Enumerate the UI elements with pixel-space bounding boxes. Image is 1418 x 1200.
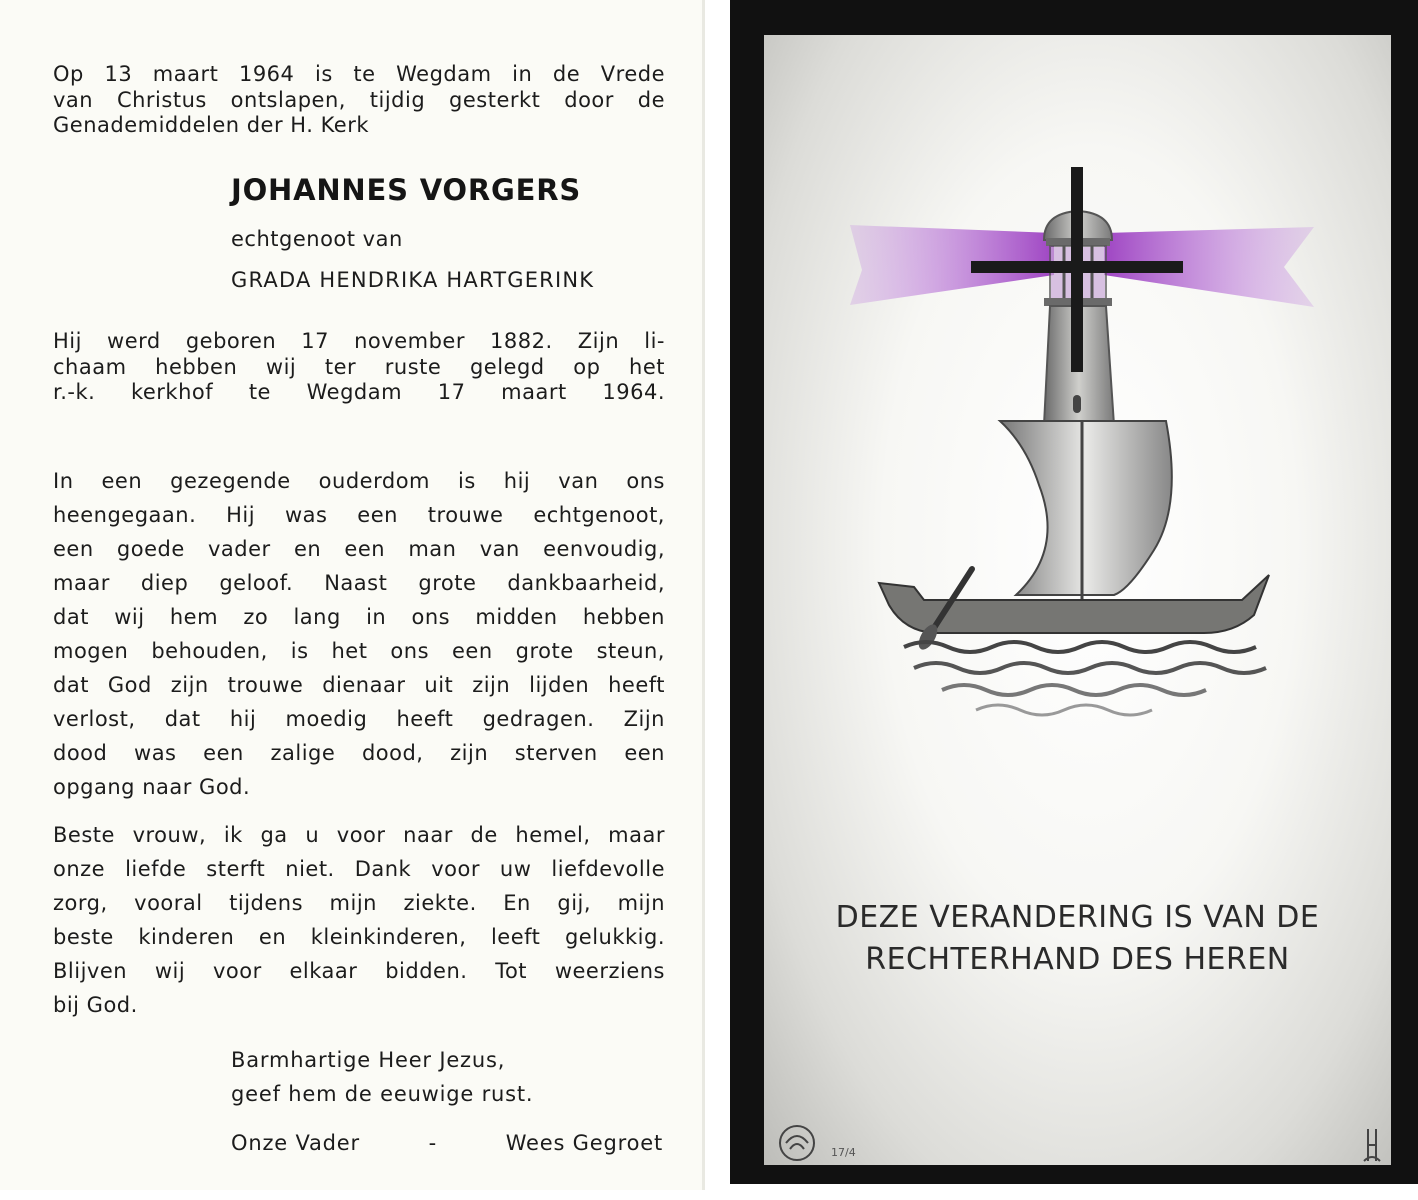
farewell-paragraph [53,818,665,1022]
tribute-line: dood was een zalige dood, zijn sterven een [53,741,665,765]
spouse-label: echtgenoot van [231,227,403,251]
tribute-line: In een gezegende ouderdom is hij van ons [53,469,665,493]
prayer-line: Barmhartige Heer Jezus, [231,1048,506,1072]
publisher-logo-icon [780,1126,814,1160]
tribute-line: maar diep geloof. Naast grote dankbaarheid, [53,571,665,595]
tribute-line: dat God zijn trouwe dienaar uit zijn lijden heeft [53,673,665,697]
birth-burial-text [53,329,665,406]
intro-line: Op 13 maart 1964 is te Wegdam in de Vrede [53,62,665,86]
farewell-line: zorg, vooral tijdens mijn ziekte. En gij, mijn [53,891,665,915]
deceased-name: JOHANNES VORGERS [231,173,582,207]
birth-line: chaam hebben wij ter ruste gelegd op het [53,354,665,379]
farewell-line: Beste vrouw, ik ga u voor naar de hemel, maar [53,823,665,847]
tribute-line: dat wij hem zo lang in ons midden hebben [53,605,665,629]
text-card [0,0,705,1190]
tribute-line: mogen behouden, is het ons een grote steun, [53,639,665,663]
farewell-line: onze liefde sterft niet. Dank voor uw liefdevolle [53,857,665,881]
tribute-paragraph [53,464,665,804]
motto-line: DEZE VERANDERING IS VAN DE [835,900,1320,935]
motto-line: RECHTERHAND DES HEREN [865,942,1290,977]
prayer-line: geef hem de eeuwige rust. [231,1082,534,1106]
closing-dash: - [428,1131,438,1155]
tribute-line: verlost, dat hij moedig heeft gedragen. Zijn [53,707,665,731]
birth-line: r.-k. kerkhof te Wegdam 17 maart 1964. [53,380,665,404]
farewell-line: Blijven wij voor elkaar bidden. Tot weerziens [53,959,665,983]
intro-text [53,62,665,139]
birth-line: Hij werd geboren 17 november 1882. Zijn li- [53,329,665,353]
spouse-name: GRADA HENDRIKA HARTGERINK [231,268,595,292]
tribute-line: een goede vader en een man van eenvoudig, [53,537,665,561]
lighthouse-cross-ship-icon [764,35,1391,1165]
print-code: 17/4 [831,1146,856,1159]
farewell-line: bij God. [53,993,138,1017]
tribute-line: opgang naar God. [53,775,251,799]
closing-left: Onze Vader [231,1131,360,1155]
intro-line: Genademiddelen der H. Kerk [53,113,370,137]
farewell-line: beste kinderen en kleinkinderen, leeft gelukkig. [53,925,665,949]
intro-line: van Christus ontslapen, tijdig gesterkt door de [53,87,665,112]
closing-right: Wees Gegroet [505,1131,663,1155]
artist-monogram-icon [1364,1129,1380,1161]
closing-prayers [231,1131,663,1155]
tribute-line: heengegaan. Hij was een trouwe echtgenoot, [53,503,665,527]
